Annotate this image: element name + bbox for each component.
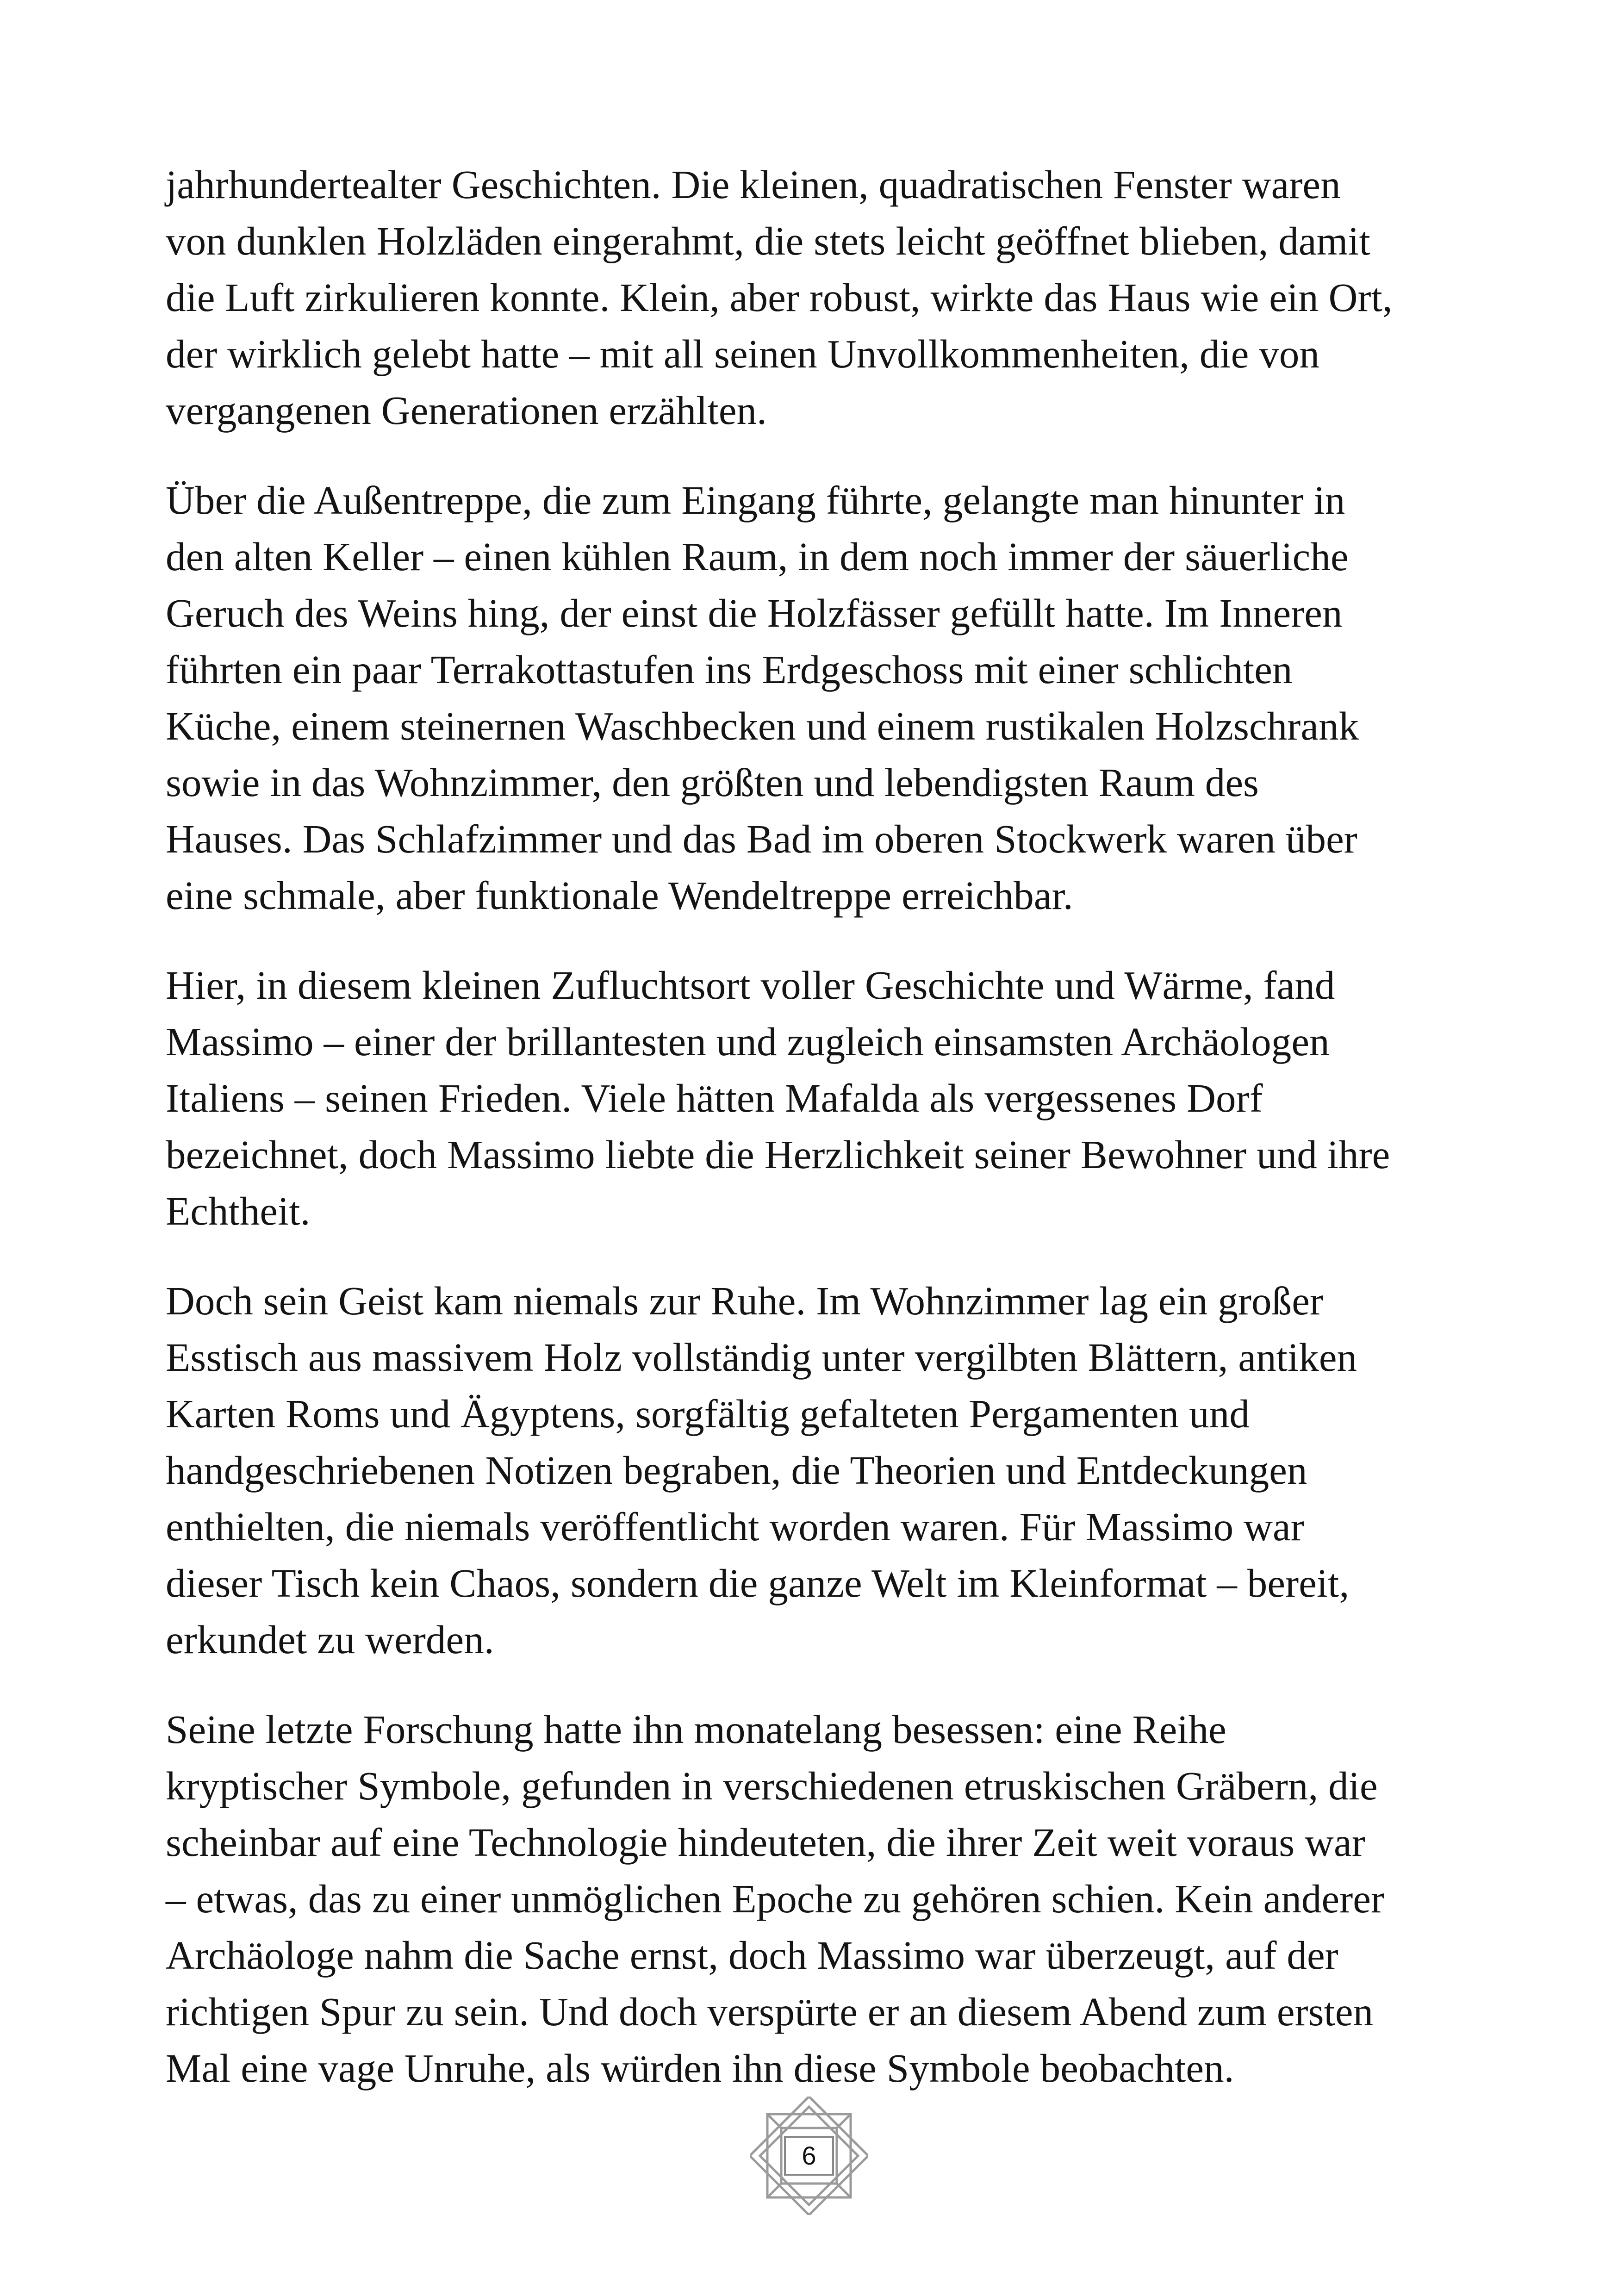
body-text (166, 156, 1462, 2130)
paragraph-5: Seine letzte Forschung hatte ihn monatelang besessen: eine Reihe kryptischer Symbole, gefunden in verschiedenen etruskischen Gräbern, die scheinbar auf eine Technologie hindeuteten, die ihrer Zeit weit voraus war – etwas, das zu einer unmöglichen Epoche zu gehören schien. Kein anderer Archäologe nahm die Sache ernst, doch Massimo war überzeugt, auf der richtigen Spur zu sein. Und doch verspürte er an diesem Abend zum ersten Mal eine vage Unruhe, als würden ihn diese Symbole beobachten. (166, 1707, 1385, 2091)
paragraph-1: jahrhundertealter Geschichten. Die kleinen, quadratischen Fenster waren von dunklen Holzläden eingerahmt, die stets leicht geöffnet blieben, damit die Luft zirkulieren konnte. Klein, aber robust, wirkte das Haus wie ein Ort, der wirklich gelebt hatte – mit all seinen Unvollkommenheiten, die von vergangenen Generationen erzählten. (166, 162, 1393, 433)
page-number: 6 (802, 2141, 816, 2170)
paragraph-4: Doch sein Geist kam niemals zur Ruhe. Im Wohnzimmer lag ein großer Esstisch aus massivem Holz vollständig unter vergilbten Blättern, antiken Karten Roms und Ägyptens, sorgfältig gefalteten Pergamenten und handgeschriebenen Notizen begraben, die Theorien und Entdeckungen enthielten, die niemals veröffentlicht worden waren. Für Massimo war dieser Tisch kein Chaos, sondern die ganze Welt im Kleinformat – bereit, erkundet zu werden. (166, 1278, 1357, 1662)
paragraph-3: Hier, in diesem kleinen Zufluchtsort voller Geschichte und Wärme, fand Massimo – einer der brillantesten und zugleich einsamsten Archäologen Italiens – seinen Frieden. Viele hätten Mafalda als vergessenes Dorf bezeichnet, doch Massimo liebte die Herzlichkeit seiner Bewohner und ihre Echtheit. (166, 963, 1390, 1233)
paragraph-2: Über die Außentreppe, die zum Eingang führte, gelangte man hinunter in den alten Keller – einen kühlen Raum, in dem noch immer der säuerliche Geruch des Weins hing, der einst die Holzfässer gefüllt hatte. Im Inneren führten ein paar Terrakottastufen ins Erdgeschoss mit einer schlichten Küche, einem steinernen Waschbecken und einem rustikalen Holzschrank sowie in das Wohnzimmer, den größten und lebendigsten Raum des Hauses. Das Schlafzimmer und das Bad im oberen Stockwerk waren über eine schmale, aber funktionale Wendeltreppe erreichbar. (166, 478, 1359, 918)
